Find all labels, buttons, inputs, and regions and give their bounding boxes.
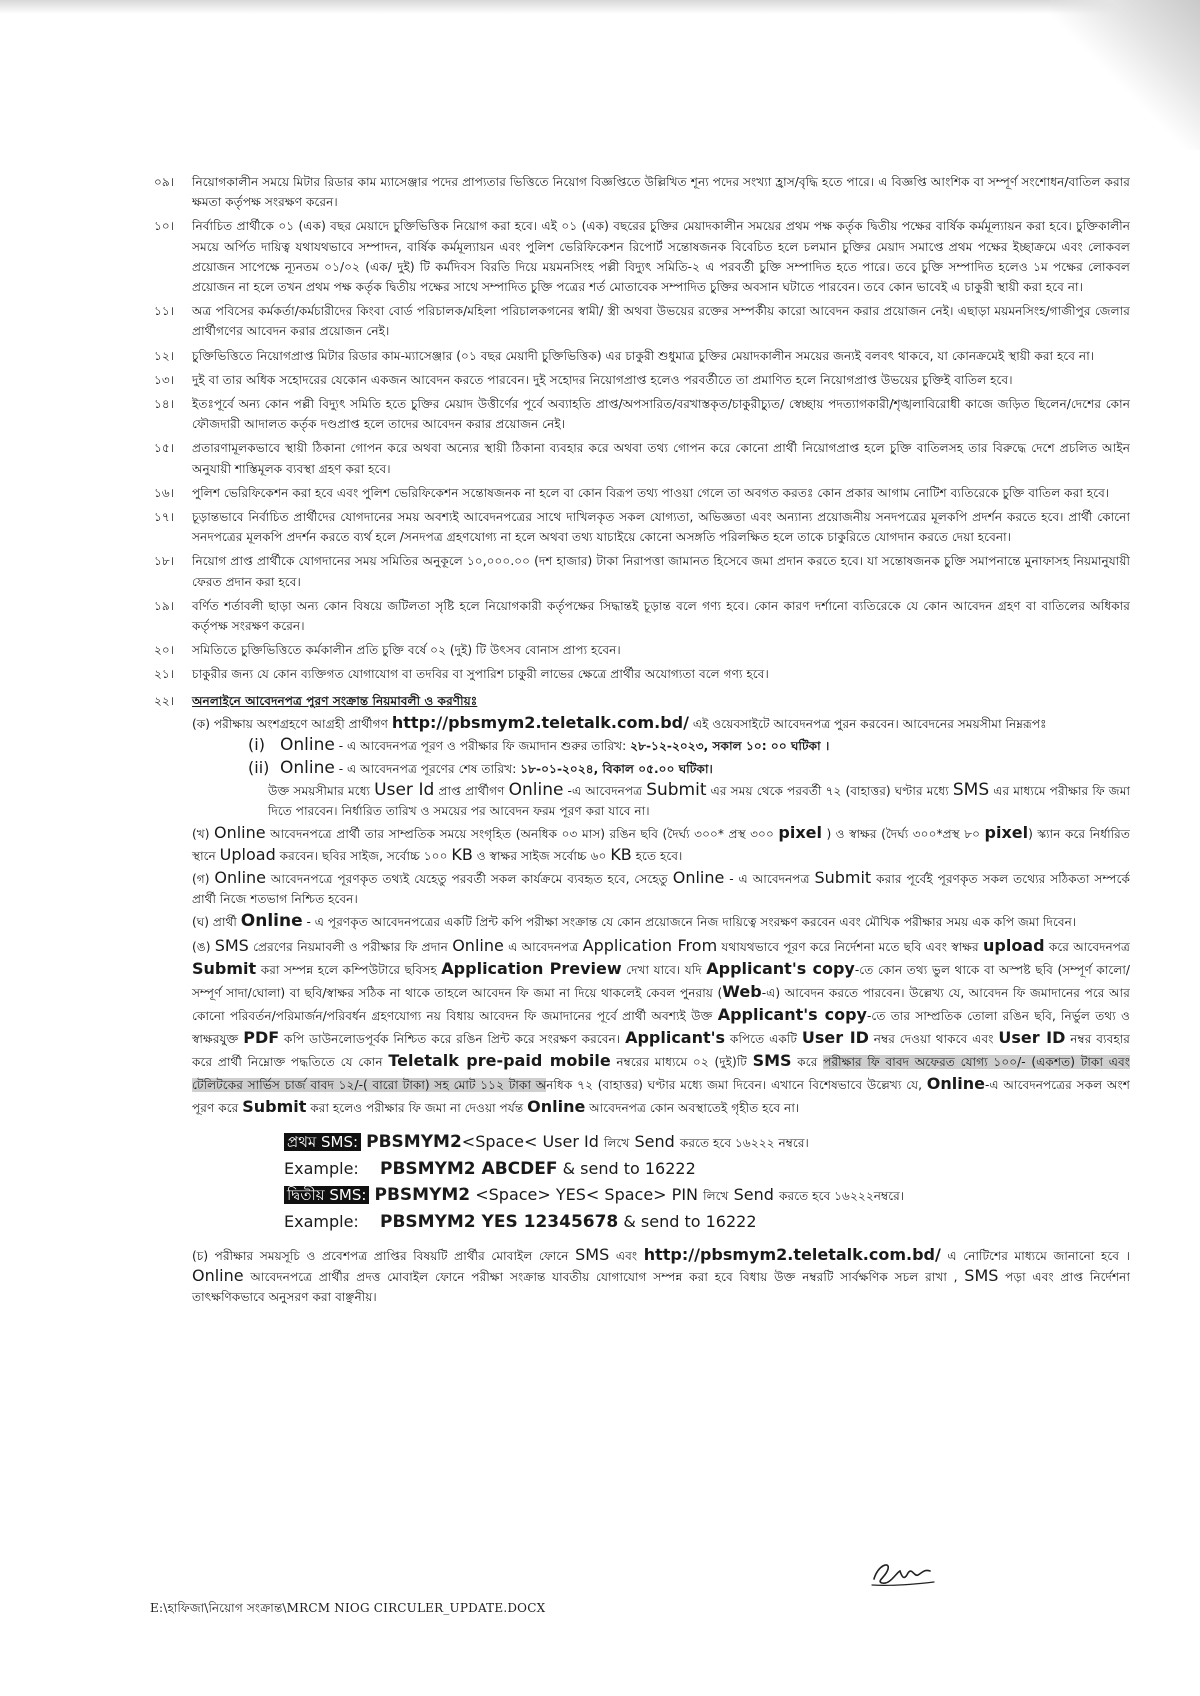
clause-number: ১১। [154, 304, 175, 319]
clause [150, 507, 1130, 547]
clause-number: ২১। [154, 667, 175, 682]
clause-number: ১৯। [154, 598, 175, 613]
clause-text: চুক্তিভিত্তিতে নিয়োগপ্রাপ্ত মিটার রিডার কাম-ম্যাসেঞ্জার (০১ বছর মেয়াদী চুক্তিভিত্তিক) এর চাকুরী শুধুমাত্র চুক্তির মেয়াদকালীন সময়ের জন্যই বলবৎ থাকবে, যা কোনক্রমেই স্থায়ী করা হবে না। [192, 348, 1095, 363]
clause-number: ১৩। [154, 372, 175, 387]
clause-text: নির্বাচিত প্রার্থীকে ০১ (এক) বছর মেয়াদে চুক্তিভিত্তিক নিয়োগ করা হবে। এই ০১ (এক) বছরের চুক্তির মেয়াদকালীন সময়ের প্রথম পক্ষ কর্তৃক দ্বিতীয় পক্ষের বার্ষিক কর্মমূল্যায়ন করা হবে। চুক্তিকালীন সময়ে অর্পিত দায়িত্ব যথাযথভাবে সম্পাদন, বার্ষিক কর্মমূল্যায়ন এবং পুলিশ ভেরিফিকেশন রিপোর্ট সন্তোষজনক বিবেচিত হলে চলমান চুক্তির মেয়াদ সমাপ্তে প্রথম পক্ষের ইচ্ছাক্রমে এবং লোকবল প্রয়োজন সাপেক্ষে ন্যূনতম ০১/০২ (এক/ দুই) টি কর্মদিবস বিরতি দিয়ে ময়মনসিংহ পল্লী বিদ্যুৎ সমিতি-২ এ পরবর্তী চুক্তি সম্পাদিত হতে পারে। তবে চুক্তি সম্পাদিত হলেও ১ম পক্ষের লোকবল প্রয়োজন না হলে তখন প্রথম পক্ষ কর্তৃক দ্বিতীয় পক্ষের সাথে সম্পাদিত চুক্তি পত্রের শর্ত মোতাবেক সম্পাদিত চুক্তির অবসান ঘটাতে পারবেন। তবে কোন ভাবেই এ চাকুরী স্থায়ী করা হবে না। [192, 219, 1130, 295]
clause [150, 664, 1130, 684]
scan-shadow-corner [1050, 0, 1200, 150]
end-date-line: (ii) Online - এ আবেদনপত্র পূরণের শেষ তারিখ: ১৮-০১-২০২৪, বিকাল ০৫.০০ ঘটিকা। [248, 758, 713, 779]
second-sms-example: Example: PBSMYM2 YES 12345678 & send to 16222 [284, 1211, 757, 1232]
clause-number: ১৬। [154, 485, 175, 500]
clause-text: নিয়োগকালীন সময়ে মিটার রিডার কাম ম্যাসেঞ্জার পদের প্রাপ্যতার ভিত্তিতে নিয়োগ বিজ্ঞপ্তিতে উল্লিখিত শূন্য পদের সংখ্যা হ্রাস/বৃদ্ধি হতে পারে। এ বিজ্ঞপ্তি আংশিক বা সম্পূর্ণ সংশোধন/বাতিল করার ক্ষমতা কর্তৃপক্ষ সংরক্ষণ করেন। [192, 175, 1130, 210]
clause-number: ১৫। [154, 441, 175, 456]
sms-instructions [284, 1129, 1130, 1235]
circular-body [150, 172, 1130, 1311]
clause-text: প্রতারণামূলকভাবে স্থায়ী ঠিকানা গোপন করে অথবা অন্যের স্থায়ী ঠিকানা ব্যবহার করে অথবা তথ্য গোপন করে কোনো প্রার্থী নিয়োগপ্রাপ্ত হলে চুক্তি বাতিলসহ তার বিরুদ্ধে দেশে প্রচলিত আইন অনুযায়ী শাস্তিমূলক ব্যবস্থা গ্রহণ করা হবে। [192, 441, 1130, 476]
sub-ga: (গ) Online আবেদনপত্রে পূরণকৃত তথ্যই যেহেতু পরবর্তী সকল কার্যক্রমে ব্যবহৃত হবে, সেহেতু Online - এ আবেদনপত্র Submit করার পূর্বেই পূরণকৃত সকল তথ্যের সঠিকতা সম্পর্কে প্রার্থী নিজে শতভাগ নিশ্চিত হবেন। [192, 867, 1130, 907]
clause-text: অত্র পবিসের কর্মকর্তা/কর্মচারীদের কিংবা বোর্ড পরিচালক/মহিলা পরিচালকগনের স্বামী/ স্ত্রী অথবা উভয়ের রক্তের সম্পর্কীয় কারো আবেদন করার প্রয়োজন নেই। এছাড়া ময়মনসিংহ/গাজীপুর জেলার প্রার্থীগণের আবেদন করার প্রয়োজন নেই। [192, 304, 1130, 339]
clause-text: নিয়োগ প্রাপ্ত প্রার্থীকে যোগদানের সময় সমিতির অনুকূলে ১০,০০০.০০ (দশ হাজার) টাকা নিরাপত্তা জামানত হিসেবে জমা প্রদান করতে হবে। যা সন্তোষজনক চুক্তি সমাপনান্তে মুনাফাসহ নিয়মানুযায়ী ফেরত প্রদান করা হবে। [192, 554, 1130, 589]
payment-window-note: উক্ত সময়সীমার মধ্যে User Id প্রাপ্ত প্রার্থীগণ Online -এ আবেদনপত্র Submit এর সময় থেকে পরবর্তী ৭২ (বাহাত্তর) ঘণ্টার মধ্যে SMS এর মাধ্যমে পরীক্ষার ফি জমা দিতে পারবেন। নির্ধারিত তারিখ ও সময়ের পর আবেদন ফরম পূরণ করা যাবে না। [268, 780, 1131, 819]
clause-22 [150, 691, 1130, 1307]
clause-text: ইতঃপূর্বে অন্য কোন পল্লী বিদ্যুৎ সমিতি হতে চুক্তির মেয়াদ উত্তীর্ণের পূর্বে অব্যাহতি প্রাপ্ত/অপসারিত/বরখাস্তকৃত/চাকুরীচ্যুত/ স্বেচ্ছায় পদত্যাগকারী/শৃঙ্খলাবিরোধী কাজে জড়িত ছিলেন/দেশের কোন ফৌজদারী আদালত কর্তৃক দণ্ডপ্রাপ্ত হলে তাদের আবেদন করার প্রয়োজন নেই। [192, 397, 1130, 432]
clause [150, 301, 1130, 341]
clause-text: পুলিশ ভেরিফিকেশন করা হবে এবং পুলিশ ভেরিফিকেশন সন্তোষজনক না হলে বা কোন বিরূপ তথ্য পাওয়া গেলে তা অবগত করতঃ কোন প্রকার আগাম নোটিশ ব্যতিরেকে চুক্তি বাতিল করা হবে। [192, 485, 1110, 500]
clause-text: চূড়ান্তভাবে নির্বাচিত প্রার্থীদের যোগদানের সময় অবশ্যই আবেদনপত্রের সাথে দাখিলকৃত সকল যোগ্যতা, অভিজ্ঞতা এবং অন্যান্য প্রয়োজনীয় সনদপত্রের মূলকপি প্রদর্শন করতে হবে। প্রার্থী কোনো সনদপত্রের মূলকপি প্রদর্শন করতে ব্যর্থ হলে /সনদপত্র গ্রহণযোগ্য না হলে অথবা তথ্য যাচাইয়ে কোনো অসঙ্গতি পরিলক্ষিত হলে তাকে চাকুরিতে যোগদান করতে দেয়া হবেনা। [192, 510, 1130, 545]
website-url: http://pbsmym2.teletalk.com.bd/ [391, 712, 689, 732]
first-sms-example: Example: PBSMYM2 ABCDEF & send to 16222 [284, 1158, 696, 1179]
website-url-2: http://pbsmym2.teletalk.com.bd/ [643, 1244, 941, 1264]
signature [868, 1555, 938, 1591]
sub-kha: (খ) Online আবেদনপত্রে প্রার্থী তার সাম্প্রতিক সময়ে সংগৃহিত (অনধিক ০৩ মাস) রঙিন ছবি (দৈর্ঘ্য ৩০০* প্রস্থ ৩০০ pixel ) ও স্বাক্ষর (দৈর্ঘ্য ৩০০*প্রস্থ ৮০ pixel) স্ক্যান করে নির্ধারিত স্থানে Upload করবেন। ছবির সাইজ, সর্বোচ্চ ১০০ KB ও স্বাক্ষর সাইজ সর্বোচ্চ ৬০ KB হতে হবে। [192, 823, 1131, 864]
end-date-value: ১৮-০১-২০২৪, বিকাল ০৫.০০ ঘটিকা। [520, 762, 713, 777]
second-sms-row: দ্বিতীয় SMS: PBSMYM2 <Space> YES< Space> PIN লিখে Send করতে হবে ১৬২২২নম্বরে। [284, 1182, 1130, 1209]
clause-list [150, 172, 1130, 685]
clause [150, 370, 1130, 390]
first-sms-row: প্রথম SMS: PBSMYM2<Space< User Id লিখে Send করতে হবে ১৬২২২ নম্বরে। [284, 1129, 1130, 1156]
clause-number: ১৮। [154, 554, 175, 569]
clause-text: সমিতিতে চুক্তিভিত্তিতে কর্মকালীন প্রতি চুক্তি বর্ষে ০২ (দুই) টি উৎসব বোনাস প্রাপ্য হবেন। [192, 643, 621, 658]
clause [150, 438, 1130, 478]
start-date-line: (i) Online - এ আবেদনপত্র পূরণ ও পরীক্ষার ফি জমাদান শুরুর তারিখ: ২৮-১২-২০২৩, সকাল ১০: ০০ ঘটিকা । [248, 735, 830, 756]
clause [150, 640, 1130, 660]
clause-number: ১২। [154, 348, 175, 363]
clause [150, 346, 1130, 366]
file-path-footer: E:\হাফিজা\নিয়োগ সংক্রান্ত\MRCM NIOG CIRCULER_UPDATE.DOCX [150, 1601, 546, 1615]
clause [150, 172, 1130, 212]
start-date-value: ২৮-১২-২০২৩, সকাল ১০: ০০ ঘটিকা । [630, 739, 830, 754]
clause-number: ০৯। [154, 175, 175, 189]
clause-number: ১৭। [154, 510, 175, 525]
clause [150, 216, 1130, 297]
scan-shadow-top [0, 0, 1200, 14]
clause-number: ২২। [154, 693, 175, 708]
clause-number: ১০। [154, 219, 175, 234]
first-sms-label: প্রথম SMS: [284, 1133, 361, 1151]
clause [150, 394, 1130, 434]
clause [150, 483, 1130, 503]
sub-cha: (চ) পরীক্ষার সময়সূচি ও প্রবেশপত্র প্রাপ্তির বিষয়টি প্রার্থীর মোবাইল ফোনে SMS এবং http://pbsmym2.teletalk.com.bd/ এ নোটিশের মাধ্যমে জানানো হবে । Online আবেদনপত্রে প্রার্থীর প্রদত্ত মোবাইল ফোনে পরীক্ষা সংক্রান্ত যাবতীয় যোগাযোগ সম্পন্ন করা হবে বিধায় উক্ত নম্বরটি সার্বক্ষণিক সচল রাখা , SMS পড়া এবং প্রাপ্ত নির্দেশনা তাৎক্ষণিকভাবে অনুসরণ করা বাঞ্ছনীয়। [192, 1244, 1131, 1304]
sub-gha: (ঘ) প্রার্থী Online - এ পূরণকৃত আবেদনপত্রের একটি প্রিন্ট কপি পরীক্ষা সংক্রান্ত যে কোন প্রয়োজনে নিজ দায়িত্বে সংরক্ষণ করবেন এবং মৌখিক পরীক্ষার সময় এক কপি জমা দিবেন। [192, 911, 1077, 932]
clause-number: ১৪। [154, 397, 175, 412]
second-sms-label: দ্বিতীয় SMS: [284, 1186, 369, 1204]
clause-text: দুই বা তার অধিক সহোদরের যেকোন একজন আবেদন করতে পারবেন। দুই সহোদর নিয়োগপ্রাপ্ত হলেও পরবর্তীতে তা প্রমাণিত হলে নিয়োগপ্রাপ্ত উভয়ের চুক্তিই বাতিল হবে। [192, 372, 1013, 387]
clause [150, 596, 1130, 636]
fee-highlight: পরীক্ষার ফি বাবদ অফেরত যোগ্য ১০০/- (একশত) টাকা এবং টেলিটকের সার্ভিস চার্জ বাবদ ১২/-( বারো টাকা) সহ মোট ১১২ টাকা অ [192, 1054, 1131, 1092]
clause-text: বর্ণিত শর্তাবলী ছাড়া অন্য কোন বিষয়ে জটিলতা সৃষ্টি হলে নিয়োগকারী কর্তৃপক্ষের সিদ্ধান্তই চূড়ান্ত বলে গণ্য হবে। কোন কারণ দর্শানো ব্যতিরেকে যে কোন আবেদন গ্রহণ বা বাতিলের অধিকার কর্তৃপক্ষ সংরক্ষণ করেন। [192, 598, 1130, 634]
clause-22-heading: অনলাইনে আবেদনপত্র পুরণ সংক্রান্ত নিয়মাবলী ও করণীয়ঃ [192, 693, 478, 708]
sub-ka: (ক) পরীক্ষায় অংশগ্রহণে আগ্রহী প্রার্থীগণ http://pbsmym2.teletalk.com.bd/ এই ওয়েবসাইটে আবেদনপত্র পুরন করবেন। আবেদনের সময়সীমা নিম্নরূপঃ [192, 712, 1047, 732]
clause-number: ২০। [154, 643, 175, 658]
clause-text: চাকুরীর জন্য যে কোন ব্যক্তিগত যোগাযোগ বা তদবির বা সুপারিশ চাকুরী লাভের ক্ষেত্রে প্রার্থীর অযোগ্যতা বলে গণ্য হবে। [192, 667, 769, 682]
sub-umo: (ঙ) SMS প্রেরণের নিয়মাবলী ও পরীক্ষার ফি প্রদান Online এ আবেদনপত্র Application From যথাযথভাবে পূরণ করে নির্দেশনা মতে ছবি এবং স্বাক্ষর upload করে আবেদনপত্র Submit করা সম্পন্ন হলে কম্পিউটারে ছবিসহ Application Preview দেখা যাবে। যদি Applicant's copy-তে কোন তথ্য ভুল থাকে বা অস্পষ্ট ছবি (সম্পূর্ণ কালো/সম্পূর্ণ সাদা/ঘোলা) বা ছবি/স্বাক্ষর সঠিক না থাকে তাহলে আবেদন ফি জমা না দিয়ে থাকলেই কেবল পুনরায় (Web-এ) আবেদন করতে পারবেন। উল্লেখ্য যে, আবেদন ফি জমাদানের পরে আর কোনো পরিবর্তন/পরিমার্জন/পরিবর্ধন গ্রহণযোগ্য নয় বিধায় আবেদন ফি জমাদানের পূর্বে প্রার্থী অবশ্যই উক্ত Applicant's copy-তে তার সাম্প্রতিক তোলা রঙিন ছবি, নির্ভুল তথ্য ও স্বাক্ষরযুক্ত PDF কপি ডাউনলোডপূর্বক নিশ্চিত করে রঙিন প্রিন্ট করে সংরক্ষণ করবেন। Applicant's কপিতে একটি User ID নম্বর দেওয়া থাকবে এবং User ID নম্বর ব্যবহার করে প্রার্থী নিম্নোক্ত পদ্ধতিতে যে কোন Teletalk pre-paid mobile নম্বরের মাধ্যমে ০২ (দুই)টি SMS করে পরীক্ষার ফি বাবদ অফেরত যোগ্য ১০০/- (একশত) টাকা এবং টেলিটকের সার্ভিস চার্জ বাবদ ১২/-( বারো টাকা) সহ মোট ১১২ টাকা অনধিক ৭২ (বাহাত্তর) ঘণ্টার মধ্যে জমা দিবেন। এখানে বিশেষভাবে উল্লেখ্য যে, Online-এ আবেদনপত্রের সকল অংশ পূরণ করে Submit করা হলেও পরীক্ষার ফি জমা না দেওয়া পর্যন্ত Online আবেদনপত্র কোন অবস্থাতেই গৃহীত হবে না। [192, 935, 1131, 1116]
clause [150, 551, 1130, 591]
